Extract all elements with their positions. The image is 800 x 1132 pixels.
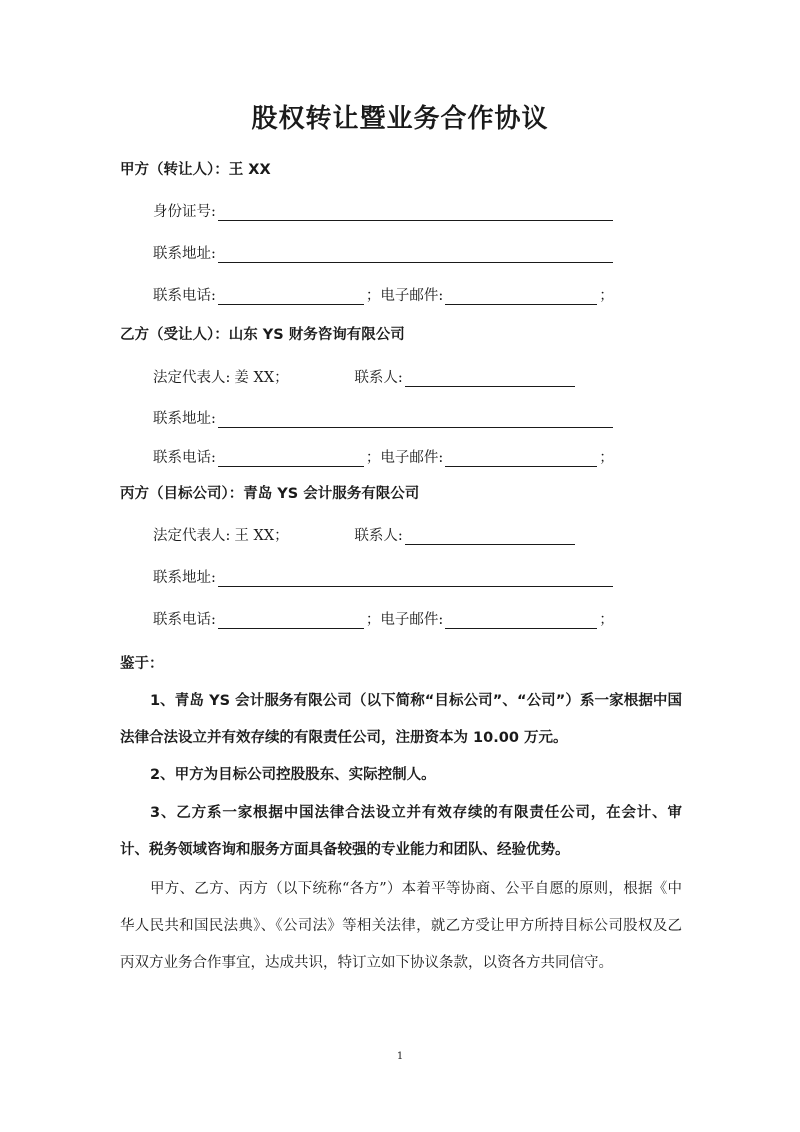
address-blank-line[interactable] — [218, 413, 613, 428]
id-blank-line[interactable] — [218, 206, 613, 221]
rep-label: 法定代表人: — [153, 370, 231, 386]
rep-value: 姜 XX； — [234, 370, 289, 386]
address-label: 联系地址: — [153, 246, 216, 262]
party-a-id-row — [153, 200, 613, 221]
recital-1: 1、青岛 YS 会计服务有限公司（以下简称“目标公司”、“公司”）系一家根据中国法律合法设立并有效存续的有限责任公司，注册资本为 10.00 万元。 — [120, 693, 682, 746]
contact-label: 联系人: — [354, 528, 403, 544]
email-blank-line[interactable] — [445, 452, 597, 467]
separator: ； — [599, 612, 614, 628]
email-label: 电子邮件: — [380, 612, 444, 628]
separator: ； — [599, 288, 614, 304]
page-title: 股权转让暨业务合作协议 — [251, 104, 549, 134]
party-c-address-row — [153, 566, 613, 587]
party-a-label: 甲方（转让人）： — [120, 162, 229, 178]
contact-label: 联系人: — [354, 370, 403, 386]
address-label: 联系地址: — [153, 570, 216, 586]
party-a-name: 王 XX — [228, 162, 271, 178]
phone-blank-line[interactable] — [218, 290, 364, 305]
closing-paragraph: 甲方、乙方、丙方（以下统称“各方”）本着平等协商、公平自愿的原则，根据《中华人民共和国民法典》、《公司法》等相关法律，就乙方受让甲方所持目标公司股权及乙丙双方业务合作事宜，达成共识，特订立如下协议条款，以资各方共同信守。 — [120, 881, 682, 971]
party-b-label: 乙方（受让人）： — [120, 327, 229, 343]
party-c-rep-row — [153, 524, 575, 545]
contact-blank-line[interactable] — [405, 372, 575, 387]
recital-2: 2、甲方为目标公司控股股东、实际控制人。 — [150, 767, 436, 783]
party-c-heading — [120, 482, 419, 503]
party-a-address-row — [153, 242, 613, 263]
email-label: 电子邮件: — [380, 450, 444, 466]
party-a-heading — [120, 158, 271, 179]
address-blank-line[interactable] — [218, 572, 613, 587]
id-label: 身份证号: — [153, 204, 216, 220]
email-blank-line[interactable] — [445, 290, 597, 305]
rep-label: 法定代表人: — [153, 528, 231, 544]
phone-label: 联系电话: — [153, 612, 216, 628]
page-number: 1 — [396, 1051, 404, 1062]
phone-label: 联系电话: — [153, 450, 216, 466]
party-b-phone-row — [153, 446, 614, 467]
contact-blank-line[interactable] — [405, 530, 575, 545]
party-c-label: 丙方（目标公司）： — [120, 486, 244, 502]
recital-3: 3、乙方系一家根据中国法律合法设立并有效存续的有限责任公司，在会计、审计、税务领域咨询和服务方面具备较强的专业能力和团队、经验优势。 — [120, 805, 682, 858]
party-c-name: 青岛 YS 会计服务有限公司 — [243, 486, 420, 502]
rep-value: 王 XX； — [234, 528, 289, 544]
email-label: 电子邮件: — [380, 288, 444, 304]
email-blank-line[interactable] — [445, 614, 597, 629]
party-c-phone-row — [153, 608, 614, 629]
separator: ； — [365, 612, 381, 628]
party-a-phone-row — [153, 284, 614, 305]
phone-blank-line[interactable] — [218, 452, 364, 467]
party-b-name: 山东 YS 财务咨询有限公司 — [228, 327, 405, 343]
party-b-rep-row — [153, 366, 575, 387]
whereas-heading: 鉴于： — [120, 656, 164, 672]
address-blank-line[interactable] — [218, 248, 613, 263]
party-b-address-row — [153, 407, 613, 428]
address-label: 联系地址: — [153, 411, 216, 427]
separator: ； — [365, 450, 381, 466]
party-b-heading — [120, 323, 405, 344]
separator: ； — [599, 450, 614, 466]
phone-label: 联系电话: — [153, 288, 216, 304]
phone-blank-line[interactable] — [218, 614, 364, 629]
separator: ； — [365, 288, 381, 304]
